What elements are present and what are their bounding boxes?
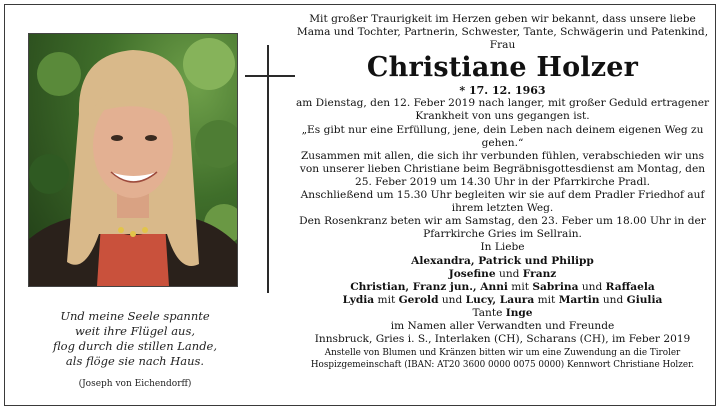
poem-line: weit ihre Flügel aus,	[74, 324, 196, 338]
poem-line: flog durch die stillen Lande,	[52, 339, 218, 353]
poem-block	[35, 309, 235, 392]
funeral-text: Zusammen mit allen, die sich ihr verbunden fühlen, verabschieden wir uns von unserer lieben Christiane beim Begräbnisgottesdienst am Montag, den 25. Feber 2019 um 14.30 Uhr in der Pfarrkirche Pradl.	[299, 149, 706, 188]
obituary-notice	[4, 4, 716, 406]
connector: mit	[534, 293, 559, 306]
connector: mit	[507, 280, 533, 293]
burial-text: Anschließend um 15.30 Uhr begleiten wir sie auf dem Pradler Friedhof auf ihrem letzten Weg.	[300, 189, 705, 215]
death-text: am Dienstag, den 12. Feber 2019 nach langer, mit großer Geduld ertragener Krankheit von uns gegangen ist.	[295, 97, 710, 123]
family-line	[295, 294, 710, 307]
family-line	[295, 281, 710, 294]
connector: und	[599, 293, 627, 306]
in-liebe-label: In Liebe	[480, 241, 525, 254]
family-names: Lydia	[342, 293, 375, 306]
family-names: Josefine	[448, 267, 496, 280]
rosary-text: Den Rosenkranz beten wir am Samstag, den 23. Feber um 18.00 Uhr in der Pfarrkirche Gries im Sellrain.	[299, 215, 706, 241]
family-names: Franz	[522, 267, 557, 280]
family-names: Christian, Franz jun., Anni	[350, 280, 508, 293]
family-names: Lucy, Laura	[465, 293, 535, 306]
family-names: Alexandra, Patrick und Philipp	[411, 254, 594, 267]
connector: und	[438, 293, 466, 306]
birth-date: * 17. 12. 1963	[459, 84, 546, 98]
family-line: im Namen aller Verwandten und Freunde	[390, 319, 615, 332]
family-names: Martin	[558, 293, 600, 306]
family-names: Giulia	[626, 293, 663, 306]
family-line	[295, 307, 710, 320]
place-date: Innsbruck, Gries i. S., Interlaken (CH), Scharans (CH), im Feber 2019	[314, 333, 691, 346]
cross-horizontal-bar	[245, 75, 295, 77]
portrait-photo	[28, 33, 238, 287]
connector: mit	[374, 293, 399, 306]
family-names: Raffaela	[605, 280, 655, 293]
family-line	[295, 255, 710, 268]
family-names: Gerold	[398, 293, 439, 306]
family-names: Inge	[505, 306, 533, 319]
cross-vertical-bar	[267, 45, 269, 293]
intro-text: Mit großer Traurigkeit im Herzen geben wir bekannt, dass unsere liebe Mama und Tochter, Partnerin, Schwester, Tante, Schwägerin und Patenkind, Frau	[296, 13, 709, 52]
portrait-illustration	[29, 34, 237, 286]
connector: Tante	[472, 306, 506, 319]
family-line	[295, 268, 710, 281]
poem-attribution: (Joseph von Eichendorff)	[78, 379, 192, 389]
poem-line: Und meine Seele spannte	[60, 309, 210, 323]
obituary-text	[295, 13, 710, 371]
poem-line: als flöge sie nach Haus.	[65, 354, 205, 368]
deceased-name: Christiane Holzer	[366, 52, 639, 84]
connector: und	[495, 267, 523, 280]
family-names: Sabrina	[532, 280, 579, 293]
connector: und	[578, 280, 606, 293]
quote-text: „Es gibt nur eine Erfüllung, jene, dein Leben nach deinem eigenen Weg zu gehen.“	[301, 123, 704, 149]
donation-note: Anstelle von Blumen und Kränzen bitten wir um eine Zuwendung an die Tiroler Hospizgemeinschaft (IBAN: AT20 3600 0000 0075 0000) Kennwort Christiane Holzer.	[310, 348, 695, 370]
